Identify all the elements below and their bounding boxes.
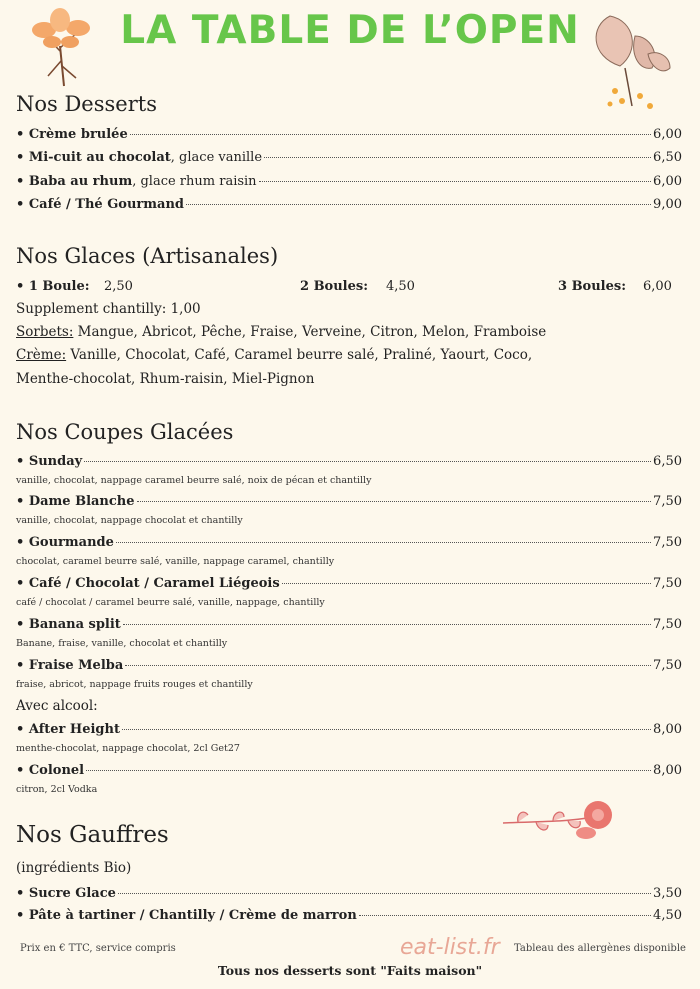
menu-item: • Fraise Melba 7,50 [16,658,682,673]
menu-item: • Sucre Glace 3,50 [16,886,682,901]
menu-item-description: chocolat, caramel beurre salé, vanille, nappage caramel, chantilly [16,556,335,567]
boule2-label: 2 Boules: [300,279,369,294]
allergen-note: Tableau des allergènes disponible [514,943,686,954]
flower-branch-icon [498,793,618,853]
menu-item: • Baba au rhum, glace rhum raisin 6,00 [16,174,682,189]
sorbets-list: Sorbets: Mangue, Abricot, Pêche, Fraise, Verveine, Citron, Melon, Framboise [16,324,547,340]
watermark: eat-list.fr [400,935,500,960]
menu-item: • Sunday 6,50 [16,454,682,469]
menu-item: • Colonel 8,00 [16,763,682,778]
menu-item: • Dame Blanche 7,50 [16,494,682,509]
page-title: LA TABLE DE L’OPEN [120,8,580,53]
creme-list-continued: Menthe-chocolat, Rhum-raisin, Miel-Pignon [16,371,315,387]
menu-item-description: vanille, chocolat, nappage caramel beurre salé, noix de pécan et chantilly [16,475,372,486]
creme-list: Crème: Vanille, Chocolat, Café, Caramel beurre salé, Praliné, Yaourt, Coco, [16,347,533,363]
section-title-gauffres: Nos Gauffres [16,822,169,848]
menu-item: • Mi-cuit au chocolat, glace vanille 6,50 [16,150,682,165]
menu-item: • Gourmande 7,50 [16,535,682,550]
menu-item-description: Banane, fraise, vanille, chocolat et chantilly [16,638,228,649]
price-note: Prix en € TTC, service compris [20,943,176,954]
section-title-glaces: Nos Glaces (Artisanales) [16,244,279,268]
menu-item-description: citron, 2cl Vodka [16,784,98,795]
menu-item: • Pâte à tartiner / Chantilly / Crème de marron 4,50 [16,908,682,923]
menu-item-description: café / chocolat / caramel beurre salé, vanille, nappage, chantilly [16,597,325,608]
menu-item: • Café / Thé Gourmand 9,00 [16,197,682,212]
menu-item: • After Height 8,00 [16,722,682,737]
homemade-note: Tous nos desserts sont "Faits maison" [217,963,483,978]
boule3-label: 3 Boules: [558,279,627,294]
menu-item: • Banana split 7,50 [16,617,682,632]
boule2-price: 4,50 [386,279,415,294]
alcool-label: Avec alcool: [16,698,98,714]
gauffres-subtitle: (ingrédients Bio) [16,860,132,876]
chantilly-supplement: Supplement chantilly: 1,00 [16,301,201,317]
menu-item-description: vanille, chocolat, nappage chocolat et chantilly [16,515,243,526]
menu-item: • Café / Chocolat / Caramel Liégeois 7,50 [16,576,682,591]
section-title-coupes: Nos Coupes Glacées [16,420,234,444]
menu-item-description: fraise, abricot, nappage fruits rouges et chantilly [16,679,253,690]
boule1-label: • 1 Boule: [16,279,90,294]
boule1-price: 2,50 [104,279,133,294]
boule3-price: 6,00 [643,279,672,294]
menu-item-description: menthe-chocolat, nappage chocolat, 2cl Get27 [16,743,240,754]
menu-item: • Crème brulée 6,00 [16,127,682,142]
section-title-desserts: Nos Desserts [16,92,157,116]
